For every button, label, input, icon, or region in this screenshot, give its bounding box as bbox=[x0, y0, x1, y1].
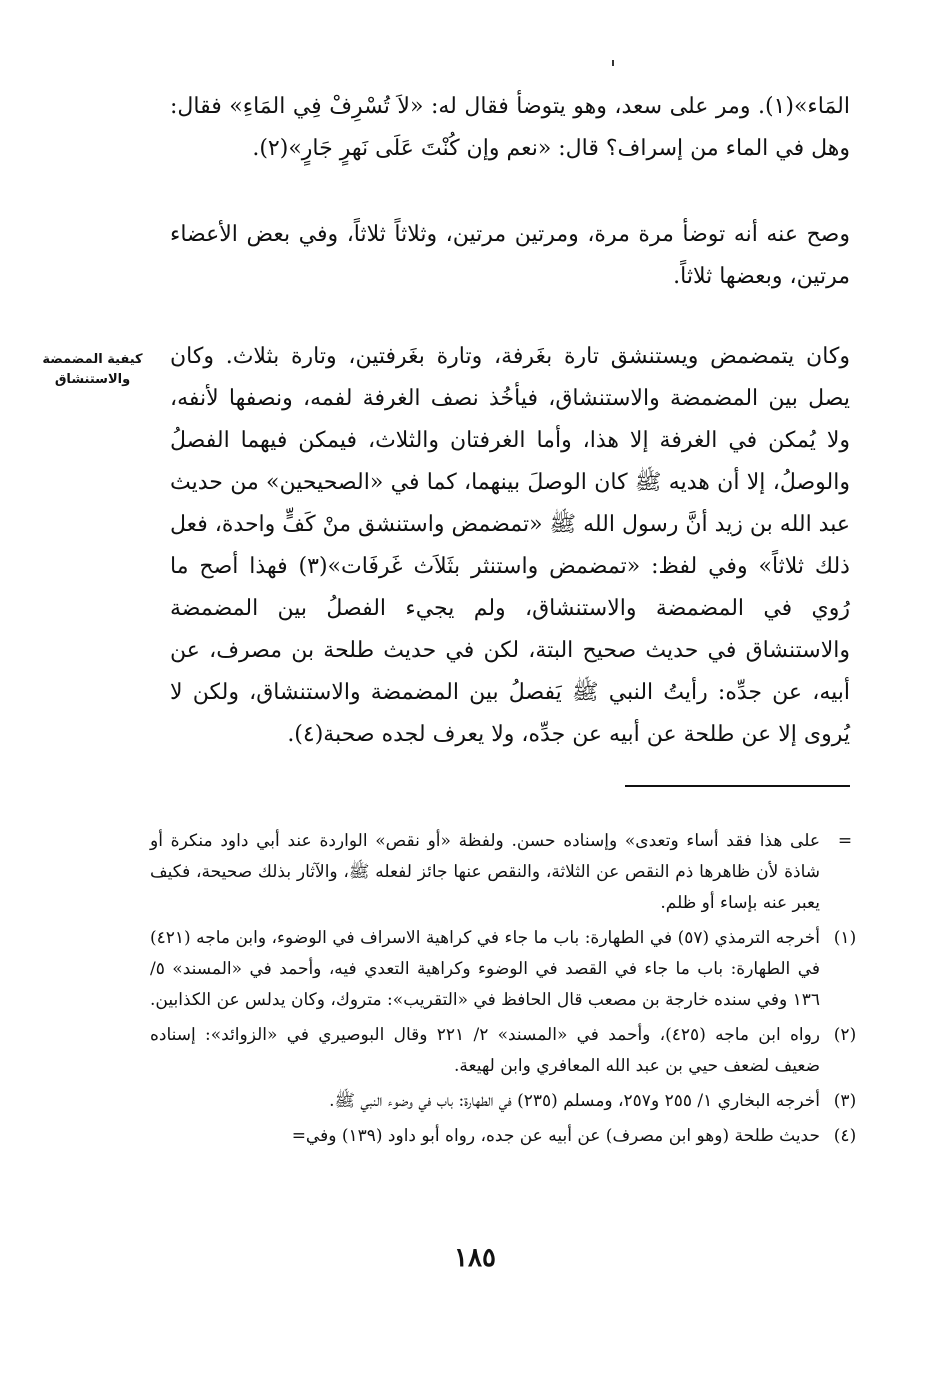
print-mark bbox=[612, 60, 614, 66]
footnote-divider bbox=[625, 785, 850, 787]
page-number: ١٨٥ bbox=[454, 1243, 496, 1273]
footnote-number: (١) bbox=[833, 928, 857, 948]
margin-heading: كيفية المضمضة والاستنشاق bbox=[42, 352, 143, 387]
main-paragraph-3 bbox=[170, 336, 850, 756]
footnote-1 bbox=[150, 923, 865, 1016]
footnote-text: حديث طلحة (وهو ابن مصرف) عن أبيه عن جده، رواه أبو داود (١٣٩) وفي= bbox=[291, 1126, 820, 1146]
footnote-number: (٤) bbox=[833, 1126, 857, 1146]
paragraph-text: وصح عنه أنه توضأ مرة مرة، ومرتين مرتين، وثلاثاً ثلاثاً، وفي بعض الأعضاء مرتين، وبعضها ثلاثاً. bbox=[170, 222, 850, 289]
footnote-text: أخرجه الترمذي (٥٧) في الطهارة: باب ما جاء في كراهية الاسراف في الوضوء، وابن ماجه (٤٢١) في الطهارة: باب ما جاء في القصد في الوضوء وكراهية التعدي فيه، وأحمد في «المسند» ٥/ ١٣٦ وفي سنده خارجة بن مصعب قال الحافظ في «التقريب»: متروك، وكان يدلس عن الكذابين. bbox=[150, 928, 820, 1010]
footnote-text: رواه ابن ماجه (٤٢٥)، وأحمد في «المسند» ٢/ ٢٢١ وقال البوصيري في «الزوائد»: إسناده ضعيف لضعف حيي بن عبد الله المعافري وابن لهيعة. bbox=[150, 1025, 821, 1076]
footnote-3 bbox=[150, 1086, 865, 1117]
footnote-4 bbox=[150, 1121, 865, 1152]
footnotes bbox=[150, 826, 865, 1156]
footnote-number: (٣) bbox=[833, 1091, 857, 1111]
main-paragraph-2 bbox=[170, 214, 850, 298]
footnote-text: على هذا فقد أساء وتعدى» وإسناده حسن. ولفظة «أو نقص» الواردة عند أبي داود منكرة أو شاذة لأن ظاهرها ذم النقص عن الثلاثة، والنقص عنها جائز لفعله ﷺ، والآثار بذلك صحيحة، فكيف يعبر عنه بإساء أو ظلم. bbox=[150, 831, 820, 913]
footnote-continued bbox=[150, 826, 865, 919]
paragraph-text: المَاء»(١). ومر على سعد، وهو يتوضأ فقال له: «لاَ تُسْرِفْ فِي المَاءِ» فقال: وهل في الماء من إسراف؟ قال: «نعم وإن كُنْتَ عَلَى نَهرٍ جَارٍ»(٢). bbox=[170, 94, 850, 161]
footnote-number: = bbox=[837, 831, 853, 851]
footnote-2 bbox=[150, 1020, 865, 1082]
main-paragraph-1 bbox=[170, 86, 850, 170]
footnote-text: أخرجه البخاري ١/ ٢٥٥ و٢٥٧، ومسلم (٢٣٥) في الطهارة: باب في وضوء النبي ﷺ. bbox=[329, 1091, 820, 1111]
footnote-number: (٢) bbox=[833, 1025, 857, 1045]
paragraph-text: وكان يتمضمض ويستنشق تارة بغَرفة، وتارة بغَرفتين، وتارة بثلاث. وكان يصل بين المضمضة والاستنشاق، فيأخُذ نصف الغرفة لفمه، ونصفها لأنفه، ولا يُمكن في الغرفة إلا هذا، وأما الغرفتان والثلاث، فيمكن فيهما الفصلُ والوصلُ، إلا أن هديه ﷺ كان الوصلَ بينهما، كما في «الصحيحين» من حديث عبد الله بن زيد أنَّ رسول الله ﷺ «تمضمض واستنشق منْ كَفٍّ واحدة، فعل ذلك ثلاثاً» وفي لفظ: «تمضمض واستنثر بثَلاَث غَرفَات»(٣) فهذا أصح ما رُوي في المضمضة والاستنشاق، ولم يجيء الفصلُ بين المضمضة والاستنشاق في حديث صحيح البتة، لكن في حديث طلحة بن مصرف، عن أبيه، عن جدِّه: رأيتُ النبي ﷺ يَفصلُ بين المضمضة والاستنشاق، ولكن لا يُروى إلا عن طلحة عن أبيه عن جدِّه، ولا يعرف لجده صحبة(٤). bbox=[170, 344, 850, 747]
